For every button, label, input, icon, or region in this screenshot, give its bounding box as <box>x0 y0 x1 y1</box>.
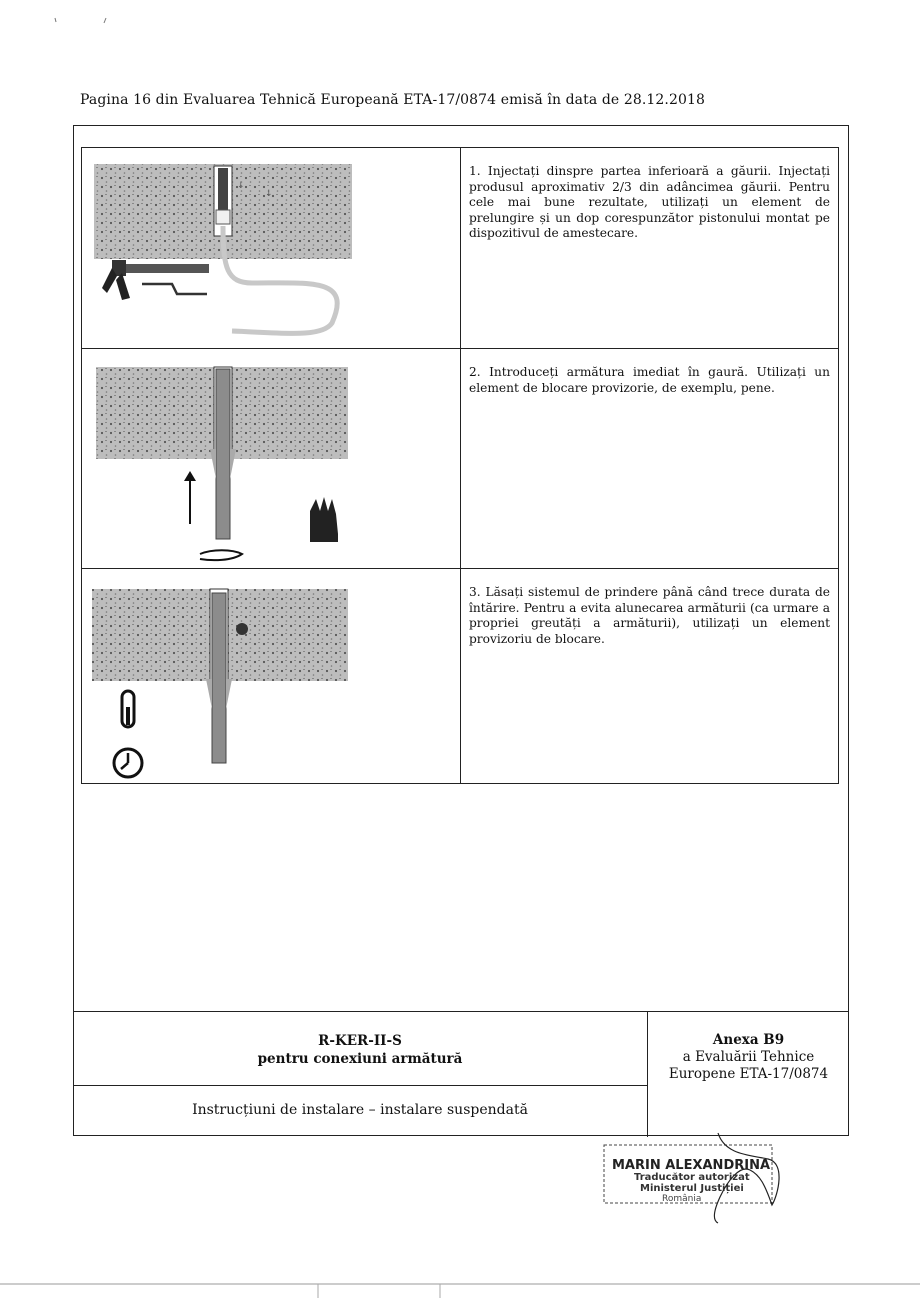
annex-title: Anexa B9 <box>712 1032 785 1048</box>
annex-line-2: Europene ETA-17/0874 <box>668 1066 829 1082</box>
svg-text:↓: ↓ <box>265 189 273 199</box>
curing-clock-icon <box>82 569 460 783</box>
annex-line-1: a Evaluării Tehnice <box>682 1049 815 1065</box>
scan-bottom-edge <box>0 1280 920 1300</box>
stamp-line-1: MARIN ALEXANDRINA <box>612 1158 771 1173</box>
instructions-title-text: Instrucțiuni de instalare – instalare suspendată <box>192 1102 528 1118</box>
product-name: R-KER-II-S <box>318 1033 402 1049</box>
stamp-line-3: Ministerul Justiției <box>640 1183 744 1194</box>
step-row-1 <box>82 148 839 349</box>
step-3-illustration-cell <box>82 569 461 784</box>
instructions-title <box>73 1086 648 1137</box>
step-2-text: 2. Introduceți armătura imediat în gaură. Utilizați un element de blocare provizorie, de exemplu, pene. <box>469 365 830 395</box>
step-1-text: 1. Injectați dinspre partea inferioară a găurii. Injectați produsul aproximativ 2/3 din adâncimea găurii. Pentru cele mai bune rezultate, utilizați un element de prelungire și un dop corespunzător pistonului montat pe dispozitivul de amestecare. <box>469 164 830 240</box>
rebar-insert-icon <box>82 349 460 568</box>
step-1-text-cell <box>461 148 839 349</box>
step-row-3 <box>82 569 839 784</box>
svg-text:↓: ↓ <box>237 181 245 191</box>
page-header: Pagina 16 din Evaluarea Tehnică Europeană ETA-17/0874 emisă în data de 28.12.2018 <box>80 92 705 108</box>
step-2-illustration-cell <box>82 349 461 569</box>
annex-footer <box>73 1011 849 1136</box>
step-3-text-cell <box>461 569 839 784</box>
injection-gun-icon <box>82 148 460 348</box>
installation-steps-table <box>81 147 839 784</box>
product-subtitle: pentru conexiuni armătură <box>257 1051 463 1067</box>
step-3-text: 3. Lăsați sistemul de prindere până când trece durata de întărire. Pentru a evita alunecarea armăturii (ca urmare a propriei greutăți a armăturii), utilizați un element provizoriu de blocare. <box>469 585 830 646</box>
stamp-line-2: Traducător autorizat <box>634 1172 750 1183</box>
step-2-text-cell <box>461 349 839 569</box>
stamp-line-4: România <box>662 1194 702 1204</box>
step-row-2 <box>82 349 839 569</box>
step-1-illustration-cell <box>82 148 461 349</box>
scan-marks <box>0 0 920 60</box>
product-block <box>73 1012 648 1086</box>
translator-stamp <box>600 1125 800 1225</box>
